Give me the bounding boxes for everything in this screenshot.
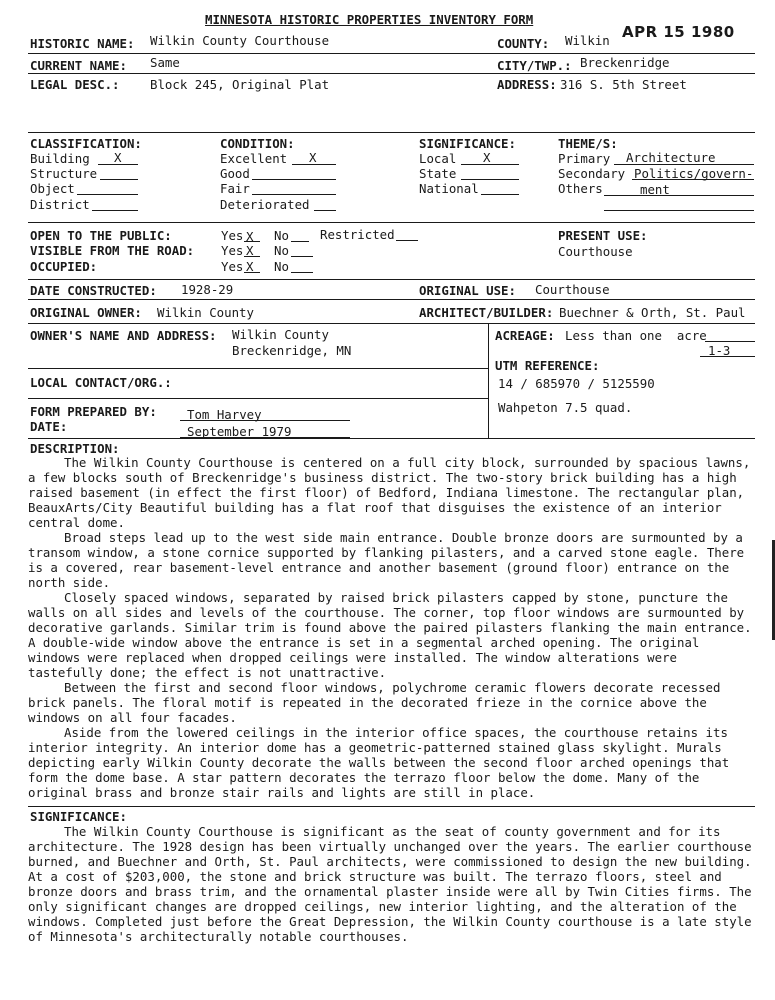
- prepared-by-value: Tom Harvey: [187, 407, 262, 422]
- prepared-by-blank: [180, 420, 350, 421]
- class-object: Object: [30, 181, 75, 196]
- present-use-label: PRESENT USE:: [558, 228, 648, 243]
- class-district: District: [30, 197, 90, 212]
- present-use-value: Courthouse: [558, 244, 633, 259]
- open-no-blank: [291, 241, 309, 242]
- visible-no-blank: [291, 256, 313, 257]
- occupied-no-blank: [291, 272, 313, 273]
- local-contact-label: LOCAL CONTACT/ORG.:: [30, 375, 172, 390]
- theme-secondary-blank: [632, 179, 754, 180]
- prepared-by-label: FORM PREPARED BY:: [30, 404, 157, 419]
- occupied-label: OCCUPIED:: [30, 259, 98, 274]
- form-title: MINNESOTA HISTORIC PROPERTIES INVENTORY FORM: [205, 12, 534, 27]
- significance-top-rule: [28, 806, 755, 807]
- date-label: DATE:: [30, 419, 68, 434]
- acreage-blank: [705, 341, 755, 342]
- significance-label: SIGNIFICANCE:: [30, 809, 127, 824]
- header-rule-2: [28, 73, 755, 74]
- open-restricted-blank: [396, 240, 418, 241]
- occupied-yes-blank: [244, 272, 260, 273]
- owner-divider: [488, 323, 489, 438]
- received-date-stamp: APR 15 1980: [622, 23, 735, 41]
- class-structure: Structure: [30, 166, 98, 181]
- visible-yes: Yes: [221, 243, 244, 258]
- original-owner-value: Wilkin County: [157, 305, 254, 320]
- class-building: Building: [30, 151, 90, 166]
- theme-others-blank-2: [604, 210, 754, 211]
- class-building-mark: X: [114, 150, 122, 165]
- header-rule-1: [28, 53, 755, 54]
- architect-label: ARCHITECT/BUILDER:: [419, 305, 554, 320]
- cond-fair: Fair: [220, 181, 250, 196]
- description-top-rule: [28, 438, 755, 439]
- description-paragraph: Aside from the lowered ceilings in the interior office spaces, the courthouse retains its interior integrity. An interior dome has a geometric-patterned stained glass skylight. Murals depicting early Wilkin County decorate the walls between the second floor arched openings that form the dome base. A star pattern decorates the terrazo floor below the dome. Many of the original brass and bronze stair rails and lights are still in place.: [28, 725, 730, 800]
- theme-label: THEME/S:: [558, 136, 618, 151]
- current-name-value: Same: [150, 55, 180, 70]
- sig-state: State: [419, 166, 457, 181]
- occupied-yes: Yes: [221, 259, 244, 274]
- historic-name-value: Wilkin County Courthouse: [150, 33, 330, 48]
- access-top-rule: [28, 222, 755, 223]
- condition-label: CONDITION:: [220, 136, 295, 151]
- utm-quad: Wahpeton 7.5 quad.: [498, 400, 633, 415]
- utm-value: 14 / 685970 / 5125590: [498, 376, 655, 391]
- open-yes-mark: X: [246, 229, 254, 244]
- original-owner-label: ORIGINAL OWNER:: [30, 305, 142, 320]
- open-restricted: Restricted: [320, 227, 395, 242]
- owner-label: OWNER'S NAME AND ADDRESS:: [30, 328, 217, 343]
- significance-body: [28, 824, 758, 944]
- theme-others-blank: [604, 195, 754, 196]
- sig-national-blank: [481, 194, 519, 195]
- classification-top-rule: [28, 132, 755, 133]
- description-label: DESCRIPTION:: [30, 441, 120, 456]
- dates-top-rule: [28, 279, 755, 280]
- description-paragraph: The Wilkin County Courthouse is centered on a full city block, surrounded by spacious lawns, a few blocks south of Breckenridge's business district. The two-story brick building has a high raised basement (in effect the first floor) of Bedford, Indiana limestone. The rectangular plan, BeauxArts/City Beautiful building has a flat roof that disguises the existence of an interior central dome.: [28, 455, 751, 530]
- visible-yes-blank: [244, 256, 260, 257]
- address-label: ADDRESS:: [497, 77, 557, 92]
- visible-no: No: [274, 243, 289, 258]
- cond-good-blank: [252, 179, 336, 180]
- owner-name: Wilkin County: [232, 327, 329, 342]
- description-paragraph: Closely spaced windows, separated by raised brick pilasters capped by stone, puncture the walls on all sides and levels of the courthouse. The corner, top floor windows are surmounted by decorative garlands. Similar trim is found above the paired pilasters flanking the main entrance. A double-wide window above the entrance is set in a segmental arched opening. The original windows were replaced when dropped ceilings were installed. The window alterations were tastefully done; the effect is not unattractive.: [28, 590, 752, 680]
- acreage-value: Less than one acre: [565, 328, 707, 343]
- theme-primary-blank: [614, 164, 754, 165]
- date-constructed-value: 1928-29: [181, 282, 234, 297]
- class-structure-blank: [100, 179, 138, 180]
- description-body: [28, 455, 758, 800]
- legal-desc-value: Block 245, Original Plat: [150, 77, 330, 92]
- dates-mid-rule: [28, 299, 755, 300]
- prepared-top-rule: [28, 398, 488, 399]
- class-object-blank: [77, 194, 138, 195]
- class-district-blank: [92, 210, 138, 211]
- acreage-label: ACREAGE:: [495, 328, 555, 343]
- open-public-label: OPEN TO THE PUBLIC:: [30, 228, 172, 243]
- county-value: Wilkin: [565, 33, 610, 48]
- description-paragraph: Broad steps lead up to the west side main entrance. Double bronze doors are surmounted by a transom window, a stone cornice supported by flanking pilasters, and a carved stone eagle. There is a covered, rear basement-level entrance and another basement (ground floor) entrance on the north side.: [28, 530, 745, 590]
- significance-box-label: SIGNIFICANCE:: [419, 136, 516, 151]
- city-value: Breckenridge: [580, 55, 670, 70]
- original-use-value: Courthouse: [535, 282, 610, 297]
- contact-top-rule: [28, 368, 488, 369]
- date-constructed-label: DATE CONSTRUCTED:: [30, 283, 157, 298]
- acreage-blank-2: [700, 356, 755, 357]
- significance-paragraph: The Wilkin County Courthouse is significant as the seat of county government and for its architecture. The 1928 design has been virtually unchanged over the years. The earlier courthouse burned, and Buechner and Orth, St. Paul architects, were commissioned to design the new building. At a cost of $203,000, the stone and brick structure was built. The terrazo floors, steel and bronze doors and brass trim, and the ornamental plaster inside were all by Twin Cities firms. The only significant changes are dropped ceilings, new interior lighting, and the alteration of the windows. Completed just before the Great Depression, the Wilkin County courthouse is a late style of Minnesota's architecturally notable courthouses.: [28, 824, 752, 944]
- utm-label: UTM REFERENCE:: [495, 358, 600, 373]
- theme-secondary-label: Secondary: [558, 166, 626, 181]
- theme-primary-value: Architecture: [626, 150, 716, 165]
- open-yes: Yes: [221, 228, 244, 243]
- sig-state-blank: [461, 179, 519, 180]
- sig-local: Local: [419, 151, 457, 166]
- sig-national: National: [419, 181, 479, 196]
- visible-yes-mark: X: [246, 243, 254, 258]
- historic-name-label: HISTORIC NAME:: [30, 36, 135, 51]
- architect-value: Buechner & Orth, St. Paul: [559, 305, 746, 320]
- cond-deteriorated-blank: [314, 210, 336, 211]
- theme-primary-label: Primary: [558, 151, 611, 166]
- visible-road-label: VISIBLE FROM THE ROAD:: [30, 243, 195, 258]
- original-use-label: ORIGINAL USE:: [419, 283, 516, 298]
- classification-label: CLASSIFICATION:: [30, 136, 142, 151]
- owner-city: Breckenridge, MN: [232, 343, 352, 358]
- acreage-value-2: 1-3: [708, 343, 731, 358]
- occupied-no: No: [274, 259, 289, 274]
- sig-local-mark: X: [483, 150, 491, 165]
- cond-fair-blank: [252, 194, 336, 195]
- open-yes-blank: [244, 241, 260, 242]
- current-name-label: CURRENT NAME:: [30, 58, 127, 73]
- theme-secondary-value-2: ment: [640, 182, 670, 197]
- address-value: 316 S. 5th Street: [560, 77, 687, 92]
- date-value: September 1979: [187, 424, 292, 439]
- owner-top-rule: [28, 323, 755, 324]
- cond-excellent: Excellent: [220, 151, 288, 166]
- description-paragraph: Between the first and second floor windows, polychrome ceramic flowers decorate recessed brick panels. The floral motif is repeated in the decorated frieze in the cornice above the windows on all four facades.: [28, 680, 721, 725]
- cond-excellent-mark: X: [309, 150, 317, 165]
- legal-desc-label: LEGAL DESC.:: [30, 77, 120, 92]
- city-label: CITY/TWP.:: [497, 58, 572, 73]
- cond-good: Good: [220, 166, 250, 181]
- theme-others-label: Others: [558, 181, 603, 196]
- theme-secondary-value-1: Politics/govern-: [634, 166, 754, 181]
- occupied-yes-mark: X: [246, 259, 254, 274]
- county-label: COUNTY:: [497, 36, 550, 51]
- open-no: No: [274, 228, 289, 243]
- cond-deteriorated: Deteriorated: [220, 197, 310, 212]
